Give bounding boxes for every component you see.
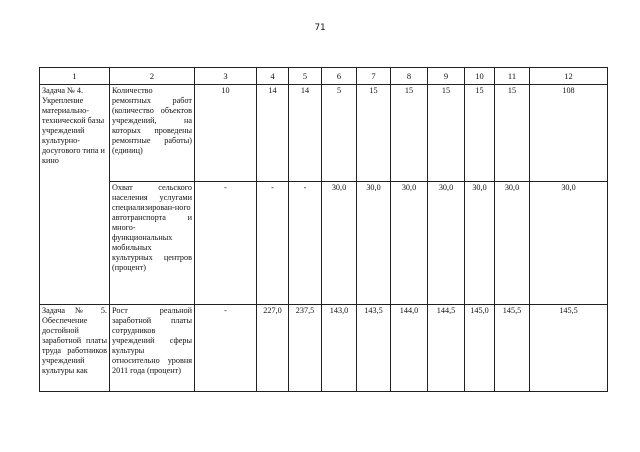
column-header: 4	[257, 68, 289, 85]
value-cell: 143,5	[357, 305, 391, 392]
table-row	[40, 85, 608, 182]
indicator-cell: Охват сельского населения услугами специализирован-ного автотранспорта и много-функциональных мобильных культурных центров (процент)	[110, 182, 195, 305]
table-header-row	[40, 68, 608, 85]
column-header: 7	[357, 68, 391, 85]
value-cell: 145,5	[530, 305, 608, 392]
value-cell: 15	[465, 85, 495, 182]
value-cell: 14	[289, 85, 322, 182]
column-header: 5	[289, 68, 322, 85]
column-header: 1	[40, 68, 110, 85]
value-cell: 145,5	[495, 305, 530, 392]
value-cell: 144,0	[391, 305, 428, 392]
column-header: 6	[322, 68, 357, 85]
column-header: 12	[530, 68, 608, 85]
value-cell: -	[195, 305, 257, 392]
task-cell: Задача № 5. Обеспечение достойной заработной платы труда работников учреждений культуры как	[40, 305, 110, 392]
value-cell: 30,0	[530, 182, 608, 305]
column-header: 11	[495, 68, 530, 85]
value-cell: 5	[322, 85, 357, 182]
indicator-cell: Количество ремонтных работ (количество объектов учреждений, на которых проведены ремонтные работы) (единиц)	[110, 85, 195, 182]
column-header: 8	[391, 68, 428, 85]
column-header: 9	[428, 68, 465, 85]
value-cell: 145,0	[465, 305, 495, 392]
value-cell: -	[195, 182, 257, 305]
value-cell: 15	[428, 85, 465, 182]
column-header: 3	[195, 68, 257, 85]
value-cell: 144,5	[428, 305, 465, 392]
table-row	[40, 182, 608, 305]
value-cell: 15	[391, 85, 428, 182]
value-cell: 30,0	[495, 182, 530, 305]
page-number: 71	[314, 23, 326, 33]
value-cell: 30,0	[465, 182, 495, 305]
value-cell: 15	[495, 85, 530, 182]
value-cell: 10	[195, 85, 257, 182]
indicator-cell: Рост реальной заработной платы сотрудников учреждений сферы культуры относительно уровня 2011 года (процент)	[110, 305, 195, 392]
column-header: 2	[110, 68, 195, 85]
value-cell: 14	[257, 85, 289, 182]
value-cell: 227,0	[257, 305, 289, 392]
indicators-table	[39, 67, 608, 392]
value-cell: 15	[357, 85, 391, 182]
value-cell: 30,0	[357, 182, 391, 305]
value-cell: -	[289, 182, 322, 305]
value-cell: 30,0	[428, 182, 465, 305]
value-cell: 30,0	[322, 182, 357, 305]
value-cell: 143,0	[322, 305, 357, 392]
value-cell: 237,5	[289, 305, 322, 392]
value-cell: -	[257, 182, 289, 305]
task-cell: Задача № 4. Укрепление материально-технической базы учреждений культурно-досугового типа и кино	[40, 85, 110, 305]
value-cell: 30,0	[391, 182, 428, 305]
value-cell: 108	[530, 85, 608, 182]
column-header: 10	[465, 68, 495, 85]
table-row	[40, 305, 608, 392]
